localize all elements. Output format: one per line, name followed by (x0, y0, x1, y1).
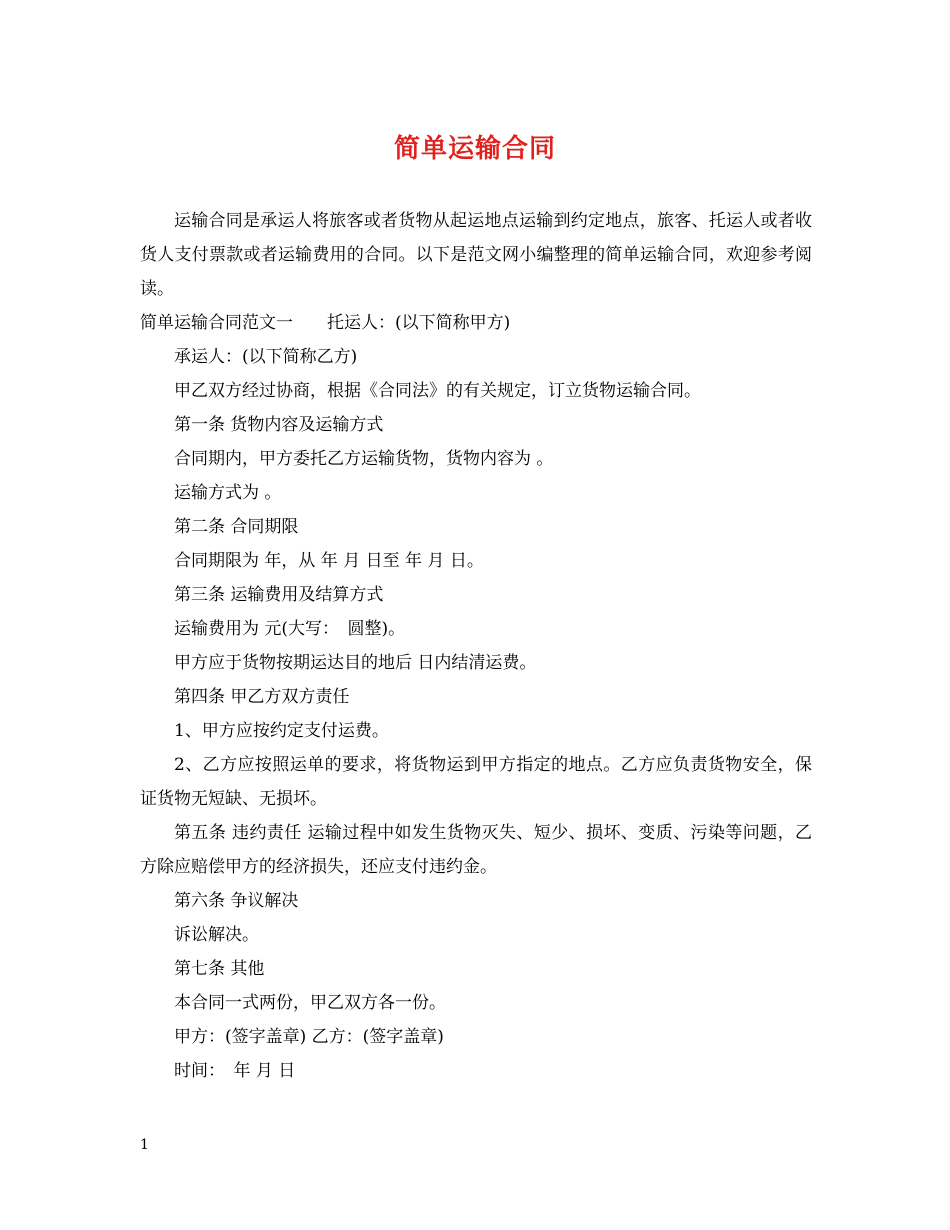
paragraph-agreement: 甲乙双方经过协商，根据《合同法》的有关规定，订立货物运输合同。 (174, 381, 701, 401)
article-1-method: 运输方式为 。 (174, 483, 282, 503)
paragraph-carrier: 承运人：(以下简称乙方) (174, 347, 358, 367)
article-3-settlement: 甲方应于货物按期运达目的地后 日内结清运费。 (174, 653, 537, 673)
article-4-heading: 第四条 甲乙方双方责任 (174, 687, 350, 707)
article-1-heading: 第一条 货物内容及运输方式 (174, 415, 384, 435)
article-3-heading: 第三条 运输费用及结算方式 (174, 585, 384, 605)
paragraph-sample-heading: 简单运输合同范文一 托运人：(以下简称甲方) (140, 313, 511, 333)
paragraph-intro: 运输合同是承运人将旅客或者货物从起运地点运输到约定地点，旅客、托运人或者收货人支付票款或者运输费用的合同。以下是范文网小编整理的简单运输合同，欢迎参考阅读。 (140, 211, 812, 299)
signature-line: 甲方：(签字盖章) 乙方：(签字盖章) (174, 1027, 444, 1047)
document-body (140, 204, 812, 1088)
article-2-heading: 第二条 合同期限 (174, 517, 299, 537)
article-7-copies: 本合同一式两份，甲乙双方各一份。 (174, 993, 446, 1013)
article-5-liability: 第五条 违约责任 运输过程中如发生货物灭失、短少、损坏、变质、污染等问题，乙方除应赔偿甲方的经济损失，还应支付违约金。 (140, 823, 812, 877)
article-6-resolution: 诉讼解决。 (174, 925, 259, 945)
article-7-heading: 第七条 其他 (174, 959, 265, 979)
article-4-item-2: 2、乙方应按照运单的要求，将货物运到甲方指定的地点。乙方应负责货物安全，保证货物无短缺、无损坏。 (140, 755, 812, 809)
article-3-fee: 运输费用为 元(大写： 圆整)。 (174, 619, 406, 639)
document-title: 简单运输合同 (393, 134, 556, 164)
article-6-heading: 第六条 争议解决 (174, 891, 299, 911)
date-line: 时间： 年 月 日 (174, 1061, 296, 1081)
article-1-goods: 合同期内，甲方委托乙方运输货物，货物内容为 。 (174, 449, 554, 469)
article-4-item-1: 1、甲方应按约定支付运费。 (174, 721, 389, 741)
page-number: 1 (140, 1137, 149, 1153)
article-2-term: 合同期限为 年，从 年 月 日至 年 月 日。 (174, 551, 484, 571)
